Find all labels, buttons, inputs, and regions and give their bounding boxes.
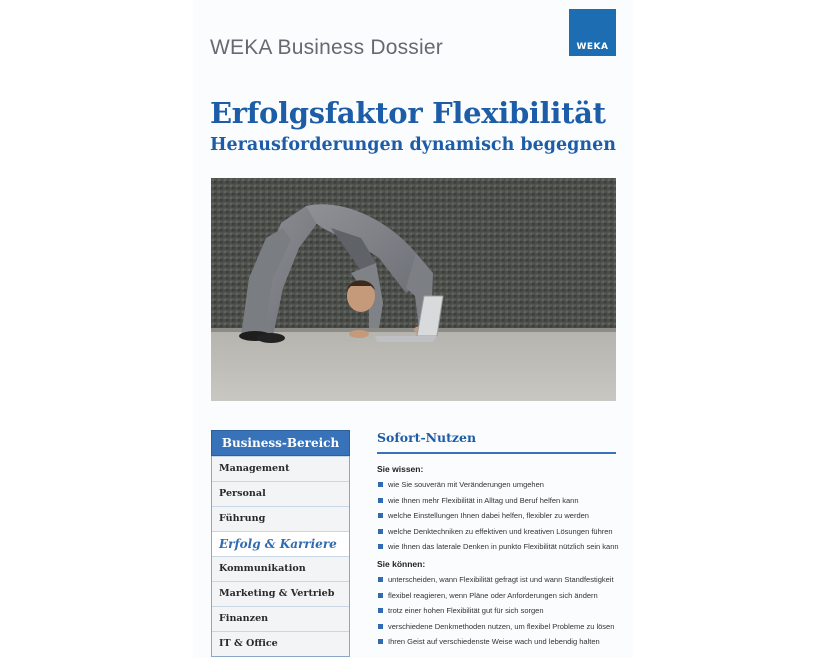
list-item [377, 634, 616, 650]
sidebar-item-finanzen[interactable]: Finanzen [212, 606, 349, 631]
weka-logo [569, 9, 616, 56]
list-item [377, 539, 619, 555]
square-bullet-icon [378, 482, 383, 487]
page-subtitle: Herausforderungen dynamisch begegnen [210, 135, 616, 155]
square-bullet-icon [378, 577, 383, 582]
sie-wissen-heading: Sie wissen: [377, 464, 424, 474]
list-item-text: wie Sie souverän mit Veränderungen umgehen [388, 480, 544, 489]
list-item [377, 588, 616, 604]
square-bullet-icon [378, 498, 383, 503]
sie-koennen-heading: Sie können: [377, 558, 426, 569]
list-item-text: welche Denktechniken zu effektiven und kreativen Lösungen führen [388, 526, 613, 536]
list-item-text: wie Ihnen das laterale Denken in punkto Flexibilität nützlich sein kann [388, 542, 619, 552]
list-item [377, 477, 616, 493]
square-bullet-icon [378, 624, 383, 629]
business-bereich-menu [211, 430, 350, 657]
sofort-nutzen-section [377, 430, 619, 650]
list-item [377, 508, 616, 524]
sidebar-item-erfolg-karriere[interactable]: Erfolg & Karriere [212, 531, 349, 556]
sofort-nutzen-heading: Sofort-Nutzen [377, 430, 616, 454]
list-item [377, 572, 616, 588]
list-item-text: Ihren Geist auf verschiedenste Weise wach und lebendig halten [388, 637, 600, 647]
list-item [377, 603, 616, 619]
square-bullet-icon [378, 513, 383, 518]
square-bullet-icon [378, 529, 383, 534]
sidebar-item-fuehrung[interactable]: Führung [212, 506, 349, 531]
sidebar-item-personal[interactable]: Personal [212, 481, 349, 506]
page-title: Erfolgsfaktor Flexibilität [210, 96, 606, 130]
list-item [377, 524, 616, 540]
sidebar-item-it-office[interactable]: IT & Office [212, 631, 349, 656]
sidebar-item-management[interactable]: Management [212, 456, 349, 481]
square-bullet-icon [378, 608, 383, 613]
list-item-text: trotz einer hohen Flexibilität gut für sich sorgen [388, 606, 544, 616]
series-title: WEKA Business Dossier [210, 36, 443, 59]
list-item [377, 619, 616, 635]
logo-text: WEKA [576, 42, 609, 52]
list-item-text: flexibel reagieren, wenn Pläne oder Anforderungen sich ändern [388, 590, 598, 600]
businessman-bending-backwards-laptop-icon [211, 178, 616, 401]
list-item [377, 493, 616, 509]
list-item-text: unterscheiden, wann Flexibilität gefragt ist und wann Standfestigkeit [388, 574, 614, 584]
list-item-text: verschiedene Denkmethoden nutzen, um flexibel Probleme zu lösen [388, 621, 615, 631]
sidebar-item-kommunikation[interactable]: Kommunikation [212, 556, 349, 581]
cover-photo [211, 178, 616, 401]
square-bullet-icon [378, 544, 383, 549]
sidebar-item-marketing-vertrieb[interactable]: Marketing & Vertrieb [212, 581, 349, 606]
square-bullet-icon [378, 639, 383, 644]
list-item-text: welche Einstellungen Ihnen dabei helfen, flexibler zu werden [388, 511, 589, 521]
list-item-text: wie Ihnen mehr Flexibilität in Alltag und Beruf helfen kann [388, 495, 579, 505]
square-bullet-icon [378, 593, 383, 598]
sidebar-heading: Business-Bereich [211, 430, 350, 456]
